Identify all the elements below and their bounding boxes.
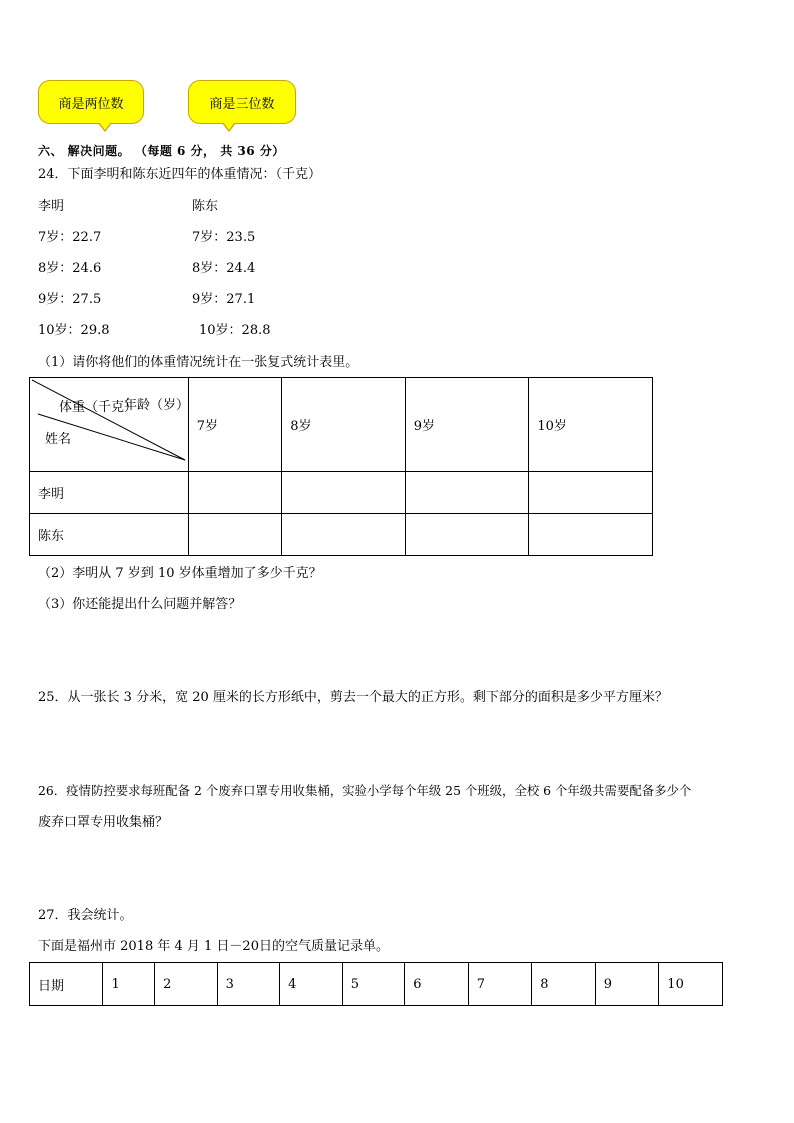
callout-two-digit-quotient	[38, 80, 144, 132]
q24-right-row: 7岁：23.5	[192, 230, 256, 245]
row-label: 李明	[30, 472, 189, 514]
diagonal-header-cell	[30, 378, 189, 472]
date-cell: 7	[468, 963, 532, 1006]
column-header: 7岁	[188, 378, 281, 472]
q24-right-name: 陈东	[192, 199, 219, 214]
answer-cell[interactable]	[529, 514, 653, 556]
row-label: 陈东	[30, 514, 189, 556]
date-cell: 6	[405, 963, 469, 1006]
row-label-date: 日期	[30, 963, 103, 1006]
date-cell: 10	[659, 963, 723, 1006]
column-header: 9岁	[405, 378, 529, 472]
diagonal-lines	[30, 378, 195, 472]
callout-three-digit-quotient	[188, 80, 296, 132]
column-header: 10岁	[529, 378, 653, 472]
date-cell: 5	[342, 963, 405, 1006]
date-cell: 8	[532, 963, 596, 1006]
date-cell: 4	[280, 963, 343, 1006]
air-quality-table	[29, 962, 723, 1006]
header-age: 年龄（岁）	[124, 398, 190, 413]
answer-cell[interactable]	[529, 472, 653, 514]
q24-left-row: 9岁：27.5	[38, 292, 102, 307]
header-name: 姓名	[45, 432, 72, 447]
answer-cell[interactable]	[188, 514, 281, 556]
table-row	[30, 514, 653, 556]
q24-prompt: 24．下面李明和陈东近四年的体重情况：（千克）	[38, 167, 322, 182]
q24-sub1: （1）请你将他们的体重情况统计在一张复式统计表里。	[38, 355, 359, 370]
table-row	[30, 472, 653, 514]
q24-right-row: 9岁：27.1	[192, 292, 256, 307]
q24-sub3: （3）你还能提出什么问题并解答？	[38, 597, 242, 612]
q25-text: 25．从一张长 3 分米，宽 20 厘米的长方形纸中，剪去一个最大的正方形。剩下部分的面积是多少平方厘米？	[38, 690, 668, 705]
q27-intro: 下面是福州市 2018 年 4 月 1 日－20日的空气质量记录单。	[38, 939, 389, 954]
q24-left-row: 8岁：24.6	[38, 261, 102, 276]
date-cell: 2	[155, 963, 218, 1006]
date-cell: 3	[217, 963, 280, 1006]
date-cell: 1	[103, 963, 155, 1006]
answer-cell[interactable]	[282, 472, 406, 514]
answer-cell[interactable]	[188, 472, 281, 514]
callout-tail-fill	[223, 122, 235, 130]
callout-label: 商是三位数	[188, 80, 296, 124]
column-header: 8岁	[282, 378, 406, 472]
table-row	[30, 963, 723, 1006]
answer-cell[interactable]	[282, 514, 406, 556]
q24-left-name: 李明	[38, 199, 65, 214]
q27-title: 27．我会统计。	[38, 908, 133, 923]
q24-sub2: （2）李明从 7 岁到 10 岁体重增加了多少千克？	[38, 566, 322, 581]
callout-tail-fill	[99, 122, 111, 130]
date-cell: 9	[595, 963, 659, 1006]
callout-label: 商是两位数	[38, 80, 144, 124]
q24-right-row: 8岁：24.4	[192, 261, 256, 276]
answer-cell[interactable]	[405, 514, 529, 556]
q24-left-row: 7岁：22.7	[38, 230, 102, 245]
header-weight: 体重（千克）	[59, 400, 138, 415]
q26-text-line1: 26．疫情防控要求每班配备 2 个废弃口罩专用收集桶，实验小学每个年级 25 个班级，全校 6 个年级共需要配备多少个	[38, 783, 692, 798]
answer-cell[interactable]	[405, 472, 529, 514]
q24-left-row: 10岁：29.8	[38, 323, 110, 338]
section-heading: 六、 解决问题。 （每题 6 分， 共 36 分）	[38, 144, 285, 158]
q24-right-row: 10岁：28.8	[199, 323, 271, 338]
weight-stat-table	[29, 377, 653, 556]
q26-text-line2: 废弃口罩专用收集桶？	[38, 815, 169, 830]
